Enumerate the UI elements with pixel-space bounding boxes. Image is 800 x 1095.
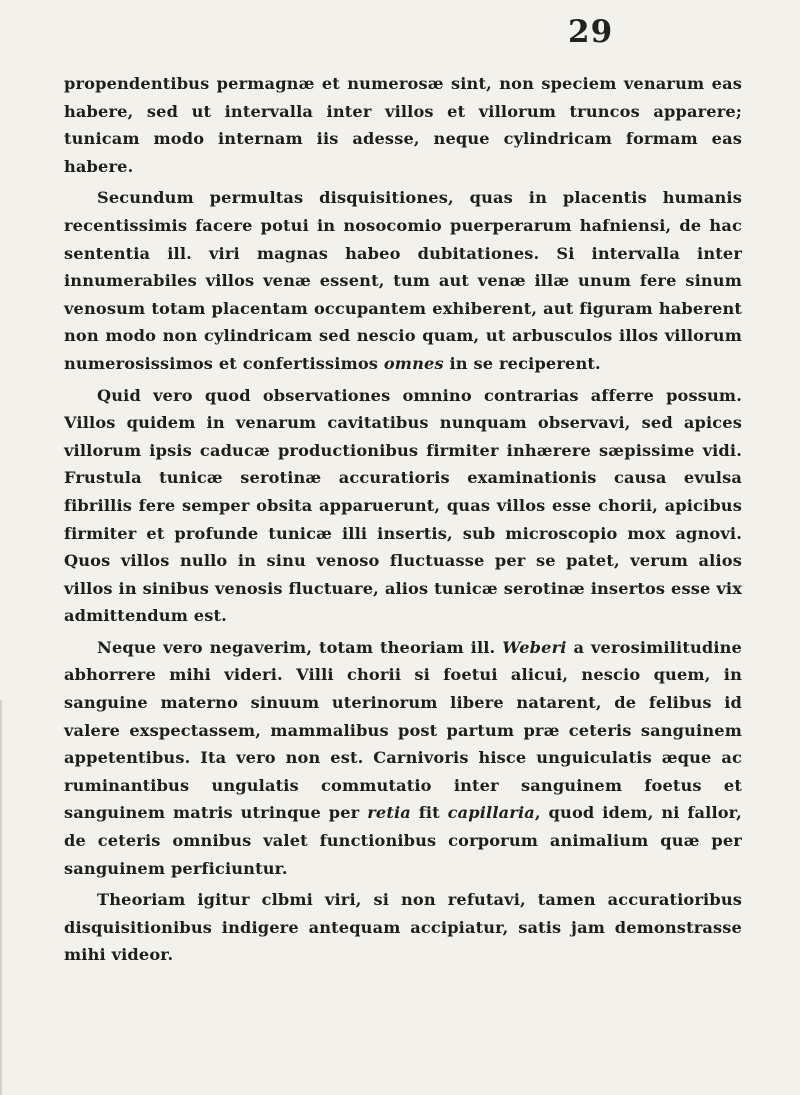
text-run: Quid vero quod observationes omnino contrarias afferre possum. Villos quidem in venarum cavitatibus nunquam observavi, sed apices villorum ipsis caducæ productionibus firmiter inhærere sæpissime vidi. Frustula tunicæ serotinæ accuratioris examinationis causa evulsa fibrillis fere semper obsita apparuerunt, quas villos esse chorii, apicibus firmiter et profunde tunicæ illi insertis, sub microscopio mox agnovi. Quos villos nullo in sinu venoso fluctuasse per se patet, verum alios villos in sinibus venosis fluctuare, alios tunicæ serotinæ insertos esse vix admittendum est. (64, 385, 742, 626)
paragraph (64, 70, 742, 180)
text-run: Theoriam igitur clbmi viri, si non refutavi, tamen accuratioribus disquisitionibus indigere antequam accipiatur, satis jam demonstrasse mihi videor. (64, 890, 742, 965)
body-text (64, 70, 742, 973)
paragraph (64, 634, 742, 882)
text-run: Neque vero negaverim, totam theoriam ill. (97, 637, 503, 657)
text-run: Secundum permultas disquisitiones, quas in placentis humanis recentissimis facere potui in nosocomio puerperarum hafniensi, de hac sententia ill. viri magnas habeo dubitationes. Si intervalla inter innumerabiles villos venæ essent, tum aut venæ illæ unum fere sinum venosum totam placentam occupantem exhiberent, aut figuram haberent non modo non cylindricam sed nescio quam, ut arbusculos illos villorum numerosissimos et confertissimos (64, 188, 742, 373)
text-run: propendentibus permagnæ et numerosæ sint, non speciem venarum eas habere, sed ut intervalla inter villos et villorum truncos apparere; tunicam modo internam iis adesse, neque cylindricam formam eas habere. (64, 74, 742, 176)
text-run: , quod idem, ni fallor, de ceteris omnibus valet functionibus corporum animalium quæ per sanguinem perficiuntur. (64, 803, 742, 878)
text-run: fit (410, 803, 448, 823)
italic-text: capillaria (447, 803, 535, 823)
text-run: in se reciperent. (443, 353, 601, 373)
italic-text: omnes (383, 353, 444, 373)
italic-text: retia (367, 803, 411, 823)
paragraph (64, 382, 742, 630)
text-run: a verosimilitudine abhorrere mihi videri. Villi chorii si foetui alicui, nescio quem, in sanguine materno sinuum uterinorum libere natarent, de felibus id valere exspectassem, mammalibus post partum præ ceteris sanguinem appetentibus. Ita vero non est. Carnivoris hisce unguiculatis æque ac ruminantibus ungulatis commutatio inter sanguinem foetus et sanguinem matris utrinque per (64, 637, 742, 823)
italic-text: Weberi (502, 637, 567, 657)
paragraph (64, 886, 742, 969)
paragraph (64, 184, 742, 377)
page-number: 29 (568, 14, 614, 50)
page-edge-shadow (0, 700, 3, 1095)
